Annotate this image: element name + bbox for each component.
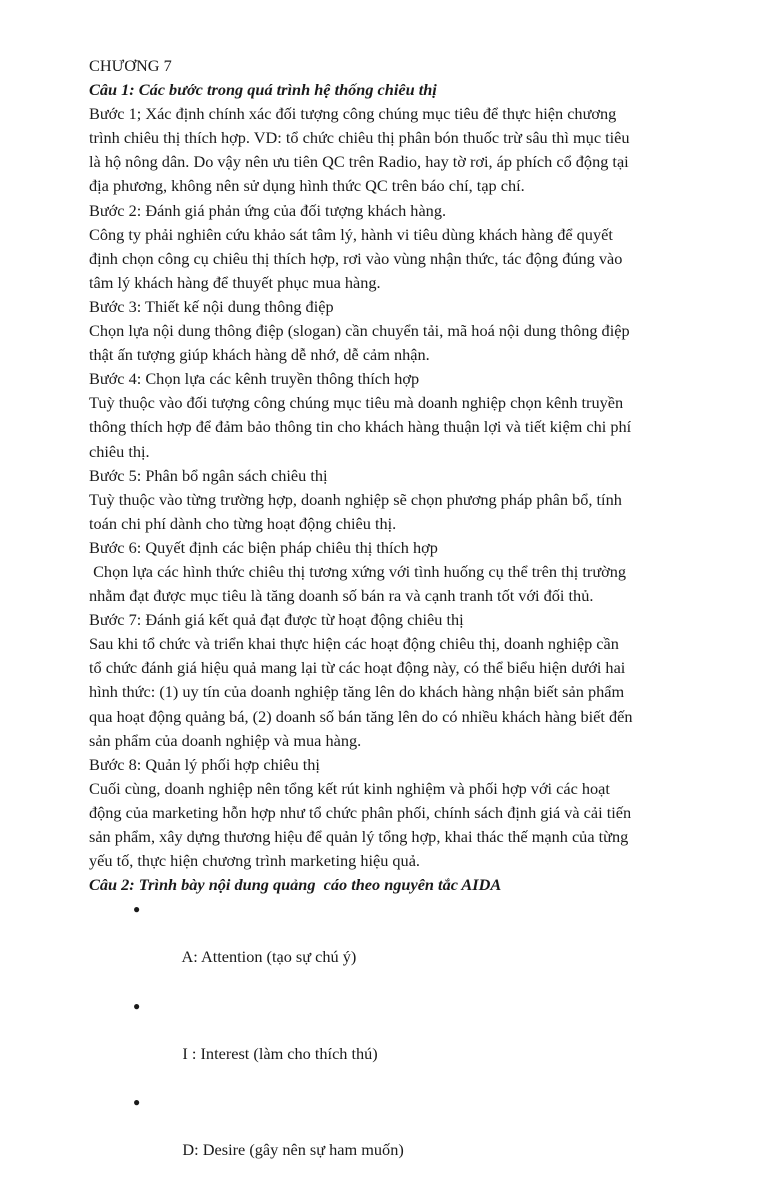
body-line: Chọn lựa nội dung thông điệp (slogan) cần chuyển tải, mã hoá nội dung thông điệp [89,321,630,341]
body-line: nhằm đạt được mục tiêu là tăng doanh số bán ra và cạnh tranh tốt với đối thủ. [89,586,594,606]
document-page [89,54,719,1186]
body-line: động của marketing hỗn hợp như tổ chức phân phối, chính sách định giá và cải tiến [89,802,632,822]
list-item-text: D: Desire (gây nên sự ham muốn) [182,1140,404,1160]
bullet-icon: ● [133,902,141,917]
step-2-title: Bước 2: Đánh giá phản ứng của đối tượng khách hàng. [89,200,447,220]
body-line: sản phẩm, xây dựng thương hiệu để quản lý tổng hợp, khai thác thế mạnh của từng [89,827,629,846]
body-line: chiêu thị. [89,441,150,461]
step-3-title: Bước 3: Thiết kế nội dung thông điệp [89,296,334,316]
step-8-title: Bước 8: Quản lý phối hợp chiêu thị [89,754,320,774]
body-line: thông thích hợp để đảm bảo thông tin cho khách hàng thuận lợi và tiết kiệm chi phí [89,417,632,437]
body-line: Cuối cùng, doanh nghiệp nên tổng kết rút kinh nghiệm và phối hợp với các hoạt [89,778,610,798]
question-2-heading: Câu 2: Trình bày nội dung quảng cáo theo nguyên tắc AIDA [89,875,502,895]
body-line: Tuỳ thuộc vào từng trường hợp, doanh nghiệp sẽ chọn phương pháp phân bổ, tính [89,489,622,509]
body-line: thật ấn tượng giúp khách hàng dễ nhớ, dễ cảm nhận. [89,345,430,365]
body-line: định chọn công cụ chiêu thị thích hợp, rơi vào vùng nhận thức, tác động đúng vào [89,248,623,268]
question-1-body [89,102,719,873]
step-6-title: Bước 6: Quyết định các biện pháp chiêu thị thích hợp [89,537,438,557]
body-line: là hộ nông dân. Do vậy nên ưu tiên QC trên Radio, hay tờ rơi, áp phích cổ động tại [89,152,629,172]
body-line: Sau khi tổ chức và triển khai thực hiện các hoạt động chiêu thị, doanh nghiệp cần [89,634,619,654]
body-line: Công ty phải nghiên cứu khảo sát tâm lý, hành vi tiêu dùng khách hàng để quyết [89,224,613,244]
body-line: toán chi phí dành cho từng hoạt động chiêu thị. [89,513,397,533]
list-item-text: I : Interest (làm cho thích thú) [182,1043,378,1063]
bullet-icon: ● [133,998,141,1013]
bullet-icon: ● [133,1095,141,1110]
body-line: Tuỳ thuộc vào đối tượng công chúng mục tiêu mà doanh nghiệp chọn kênh truyền [89,393,624,413]
body-line: sản phẩm của doanh nghiệp và mua hàng. [89,730,362,750]
body-line: Bước 1; Xác định chính xác đối tượng công chúng mục tiêu để thực hiện chương [89,104,617,124]
aida-list [89,897,719,1186]
body-line: tổ chức đánh giá hiệu quả mang lại từ các hoạt động này, có thể biểu hiện dưới hai [89,658,626,678]
body-line: qua hoạt động quảng bá, (2) doanh số bán tăng lên do có nhiều khách hàng biết đến [89,706,633,726]
step-7-title: Bước 7: Đánh giá kết quả đạt được từ hoạt động chiêu thị [89,610,464,630]
list-item [89,994,719,1090]
list-item-text: A: Attention (tạo sự chú ý) [181,947,357,967]
body-line: địa phương, không nên sử dụng hình thức QC trên báo chí, tạp chí. [89,176,525,196]
body-line: yếu tố, thực hiện chương trình marketing hiệu quả. [89,851,420,871]
body-line: trình chiêu thị thích hợp. VD: tổ chức chiêu thị phân bón thuốc trừ sâu thì mục tiêu [89,128,630,148]
body-line: hình thức: (1) uy tín của doanh nghiệp tăng lên do khách hàng nhận biết sản phẩm [89,682,625,702]
step-5-title: Bước 5: Phân bổ ngân sách chiêu thị [89,465,328,485]
list-item [89,1090,719,1186]
step-4-title: Bước 4: Chọn lựa các kênh truyền thông thích hợp [89,369,420,389]
question-1-heading: Câu 1: Các bước trong quá trình hệ thống chiêu thị [89,80,437,100]
list-item [89,897,719,993]
chapter-title: CHƯƠNG 7 [89,56,172,75]
body-line: Chọn lựa các hình thức chiêu thị tương xứng với tình huống cụ thể trên thị trường [89,561,627,581]
body-line: tâm lý khách hàng để thuyết phục mua hàng. [89,272,381,292]
